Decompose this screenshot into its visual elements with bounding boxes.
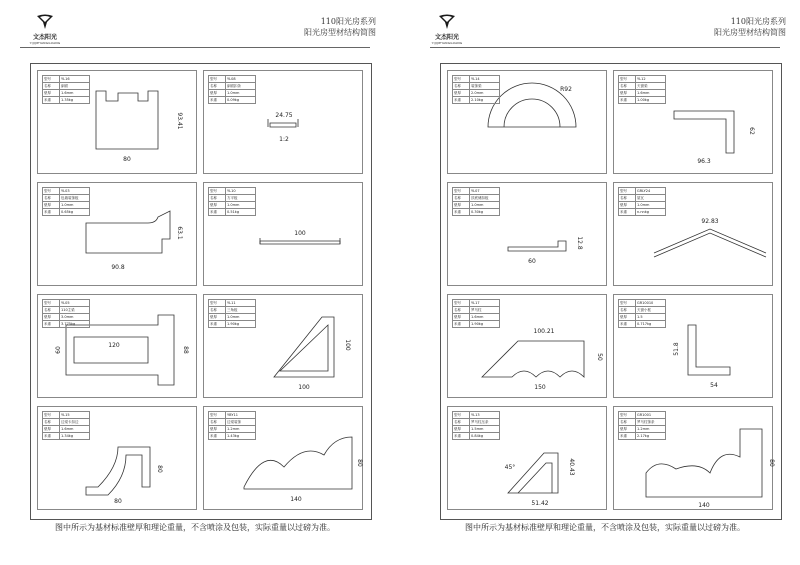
- spec-value: 1.90kg: [470, 321, 500, 328]
- spec-value: 0.30kg: [470, 209, 500, 216]
- spec-key: 名称: [43, 419, 60, 426]
- profile-outline: [504, 99, 560, 127]
- profile-outline: [270, 123, 296, 127]
- profile-outline: [688, 325, 730, 375]
- profile-frame: [30, 63, 372, 520]
- dimension-label: 96.3: [697, 158, 711, 165]
- spec-value: 方平板: [226, 195, 256, 202]
- spec-row: [209, 83, 256, 90]
- dimension-label: 80: [156, 465, 163, 473]
- spec-key: 型号: [43, 188, 60, 195]
- spec-value: YL03: [60, 188, 90, 195]
- spec-row: [619, 97, 666, 104]
- spec-row: [453, 412, 500, 419]
- spec-row: [209, 300, 256, 307]
- page-footer-note: 图中所示为基材标准壁厚和理论重量，不含喷涂及包装，实际重量以过磅为准。: [55, 523, 335, 532]
- spec-key: 型号: [619, 188, 636, 195]
- spec-value: YL12: [636, 76, 666, 83]
- spec-value: 1.5mm: [470, 426, 500, 433]
- profile-card: [203, 182, 363, 286]
- spec-row: [209, 412, 256, 419]
- dimension-label: 150: [534, 384, 546, 391]
- spec-value: 副面扣条: [226, 83, 256, 90]
- spec-table: [452, 187, 500, 216]
- spec-row: [209, 321, 256, 328]
- spec-row: [453, 426, 500, 433]
- spec-row: [43, 433, 90, 440]
- header-title: 阳光房型材结构简图: [304, 28, 376, 37]
- dimension-label: 51.42: [531, 500, 549, 507]
- spec-value: 2.0mm: [470, 90, 500, 97]
- spec-row: [619, 314, 666, 321]
- profile-outline: [508, 453, 558, 493]
- spec-key: 名称: [209, 83, 226, 90]
- spec-table: [618, 299, 666, 328]
- spec-value: 0.51kg: [226, 209, 256, 216]
- spec-row: [453, 76, 500, 83]
- spec-table: [452, 411, 500, 440]
- logo-sub-text: YIJIJIEYANGGUANG: [431, 41, 463, 45]
- dimension-label: 80: [114, 498, 122, 505]
- spec-row: [209, 202, 256, 209]
- profile-outline: [86, 211, 170, 253]
- spec-value: YL08: [226, 76, 256, 83]
- dimension-label: 40.43: [568, 458, 575, 476]
- spec-key: 型号: [209, 300, 226, 307]
- spec-key: 米重: [209, 321, 226, 328]
- spec-value: 2.17kg: [636, 433, 666, 440]
- spec-key: 型号: [619, 76, 636, 83]
- dimension-label: 63.1: [176, 226, 183, 240]
- spec-table: [452, 299, 500, 328]
- spec-value: 1.43kg: [226, 433, 256, 440]
- spec-value: YL14: [470, 76, 500, 83]
- spec-key: 壁厚: [453, 314, 470, 321]
- header-series: 110阳光房系列: [730, 17, 786, 26]
- spec-key: 型号: [453, 188, 470, 195]
- spec-value: 1.2mm: [226, 426, 256, 433]
- profile-outline: [518, 463, 552, 493]
- spec-key: 名称: [619, 307, 636, 314]
- page-header: [714, 16, 786, 38]
- spec-row: [209, 76, 256, 83]
- profile-card: [613, 182, 773, 286]
- spec-key: 型号: [43, 76, 60, 83]
- spec-value: 2.10kg: [470, 97, 500, 104]
- spec-row: [209, 97, 256, 104]
- profile-outline: [244, 437, 352, 489]
- spec-row: [43, 188, 90, 195]
- spec-key: 型号: [209, 412, 226, 419]
- profile-card: [447, 406, 607, 510]
- dimension-label: 100: [298, 384, 310, 391]
- spec-row: [209, 426, 256, 433]
- profile-card: [37, 406, 197, 510]
- spec-key: 米重: [619, 321, 636, 328]
- spec-value: 罗马柱: [470, 307, 500, 314]
- spec-row: [43, 97, 90, 104]
- logo-sub-text: YIJIJIEYANGGUANG: [29, 41, 61, 45]
- spec-row: [43, 202, 90, 209]
- spec-value: YL16: [60, 76, 90, 83]
- spec-value: 边梁卡扣边: [60, 419, 90, 426]
- profile-card: [37, 182, 197, 286]
- spec-row: [209, 314, 256, 321]
- spec-row: [43, 426, 90, 433]
- spec-row: [209, 419, 256, 426]
- spec-value: 3.775kg: [60, 321, 90, 328]
- dimension-label: 88: [182, 346, 189, 354]
- spec-key: 名称: [619, 83, 636, 90]
- spec-key: 米重: [209, 97, 226, 104]
- spec-key: 型号: [43, 300, 60, 307]
- dimension-label: 120: [108, 342, 120, 349]
- dimension-label: 1:2: [279, 136, 289, 143]
- spec-row: [209, 90, 256, 97]
- spec-key: 型号: [209, 76, 226, 83]
- spec-value: 装饰梁: [470, 83, 500, 90]
- spec-table: [618, 187, 666, 216]
- spec-table: [618, 411, 666, 440]
- spec-key: 型号: [209, 188, 226, 195]
- spec-row: [453, 209, 500, 216]
- spec-value: 1.0mm: [226, 202, 256, 209]
- spec-row: [619, 195, 666, 202]
- spec-row: [43, 76, 90, 83]
- dimension-label: R92: [560, 86, 572, 93]
- spec-table: [42, 187, 90, 216]
- profile-card: [447, 294, 607, 398]
- spec-value: GR1001: [636, 412, 666, 419]
- dimension-label: 100.21: [533, 328, 555, 335]
- spec-row: [619, 307, 666, 314]
- dimension-label: 92.83: [701, 218, 719, 225]
- profile-card: [203, 406, 363, 510]
- logo-mark-icon: [35, 14, 55, 30]
- spec-row: [453, 433, 500, 440]
- spec-key: 名称: [209, 419, 226, 426]
- spec-key: 壁厚: [453, 202, 470, 209]
- dimension-label: 50: [596, 353, 603, 361]
- profile-card: [37, 294, 197, 398]
- spec-value: YL11: [226, 300, 256, 307]
- spec-value: 天窗梁: [636, 83, 666, 90]
- spec-table: [208, 411, 256, 440]
- spec-value: GR10010: [636, 300, 666, 307]
- spec-value: 包墙装饰板: [60, 195, 90, 202]
- spec-key: 名称: [209, 307, 226, 314]
- spec-row: [619, 90, 666, 97]
- spec-key: 米重: [453, 433, 470, 440]
- spec-value: 1.5: [636, 314, 666, 321]
- logo-mark-icon: [437, 14, 457, 30]
- profile-card: [613, 294, 773, 398]
- spec-key: 米重: [209, 433, 226, 440]
- spec-row: [453, 419, 500, 426]
- profile-outline: [654, 233, 766, 257]
- spec-row: [453, 97, 500, 104]
- dimension-label: 80: [768, 459, 775, 467]
- spec-key: 型号: [453, 412, 470, 419]
- spec-key: 壁厚: [209, 90, 226, 97]
- left-page: [0, 0, 390, 565]
- spec-value: 1.34kg: [60, 433, 90, 440]
- spec-row: [43, 209, 90, 216]
- spec-row: [619, 300, 666, 307]
- spec-key: 名称: [453, 419, 470, 426]
- spec-value: YL07: [470, 188, 500, 195]
- spec-value: 1.6mm: [636, 90, 666, 97]
- spec-value: YL05: [60, 300, 90, 307]
- dimension-label: 140: [698, 502, 710, 509]
- spec-value: 0.84kg: [470, 433, 500, 440]
- spec-key: 米重: [453, 321, 470, 328]
- spec-value: 1.90kg: [226, 321, 256, 328]
- dimension-label: 54: [710, 382, 718, 389]
- spec-row: [43, 412, 90, 419]
- dimension-label: 51.8: [673, 342, 680, 356]
- spec-row: [43, 300, 90, 307]
- spec-value: 罗马柱压条: [470, 419, 500, 426]
- spec-key: 壁厚: [43, 314, 60, 321]
- spec-row: [619, 412, 666, 419]
- spec-row: [619, 433, 666, 440]
- spec-key: 型号: [453, 76, 470, 83]
- profile-card: [447, 182, 607, 286]
- spec-row: [43, 307, 90, 314]
- spec-key: 米重: [43, 97, 60, 104]
- spec-value: 罗马柱饰条: [636, 419, 666, 426]
- spec-value: YL13: [470, 412, 500, 419]
- spec-key: 名称: [43, 307, 60, 314]
- spec-row: [453, 188, 500, 195]
- spec-value: 1.0mm: [226, 90, 256, 97]
- dimension-label: 12.8: [576, 236, 583, 250]
- spec-table: [618, 75, 666, 104]
- spec-row: [209, 188, 256, 195]
- spec-row: [619, 202, 666, 209]
- profile-card: [37, 70, 197, 174]
- spec-row: [209, 307, 256, 314]
- spec-row: [453, 202, 500, 209]
- spec-key: 壁厚: [43, 90, 60, 97]
- spec-row: [453, 83, 500, 90]
- spec-row: [619, 76, 666, 83]
- spec-key: 米重: [619, 433, 636, 440]
- spec-row: [619, 188, 666, 195]
- spec-key: 米重: [209, 209, 226, 216]
- spec-value: 副面: [60, 83, 90, 90]
- dimension-label: 93.41: [176, 112, 183, 130]
- spec-value: 1.00kg: [636, 97, 666, 104]
- dimension-label: 90.8: [111, 264, 125, 271]
- spec-row: [619, 321, 666, 328]
- profile-outline: [86, 447, 150, 495]
- spec-row: [43, 83, 90, 90]
- spec-value: 1.2mm: [636, 426, 666, 433]
- spec-key: 型号: [453, 300, 470, 307]
- spec-key: 名称: [619, 195, 636, 202]
- spec-key: 壁厚: [209, 314, 226, 321]
- spec-key: 壁厚: [43, 202, 60, 209]
- spec-key: 米重: [619, 97, 636, 104]
- spec-table: [208, 75, 256, 104]
- spec-value: GRLY24: [636, 188, 666, 195]
- spec-value: 顶底储扣板: [470, 195, 500, 202]
- spec-table: [42, 299, 90, 328]
- dimension-label: 140: [290, 496, 302, 503]
- spec-row: [209, 209, 256, 216]
- profile-outline: [508, 241, 566, 251]
- spec-key: 名称: [209, 195, 226, 202]
- spec-row: [619, 426, 666, 433]
- spec-value: 屋瓦: [636, 195, 666, 202]
- logo-brand-text: 文杰阳光: [434, 34, 459, 41]
- spec-row: [453, 300, 500, 307]
- profile-card: [203, 70, 363, 174]
- profile-outline: [96, 91, 158, 149]
- dimension-label: 62: [748, 127, 755, 135]
- spec-value: YL15: [60, 412, 90, 419]
- spec-value: YBY11: [226, 412, 256, 419]
- spec-key: 米重: [619, 209, 636, 216]
- spec-key: 壁厚: [453, 90, 470, 97]
- dimension-label: 100: [344, 339, 351, 351]
- spec-key: 壁厚: [619, 426, 636, 433]
- header-rule: [20, 47, 370, 48]
- header-rule: [430, 47, 780, 48]
- profile-outline: [674, 111, 734, 153]
- page-footer-note: 图中所示为基材标准壁厚和理论重量，不含喷涂及包装，实际重量以过磅为准。: [465, 523, 745, 532]
- spec-key: 名称: [43, 195, 60, 202]
- spec-table: [208, 299, 256, 328]
- spec-key: 壁厚: [453, 426, 470, 433]
- spec-key: 名称: [453, 83, 470, 90]
- spec-value: 0.09kg: [226, 97, 256, 104]
- spec-row: [453, 90, 500, 97]
- spec-row: [209, 195, 256, 202]
- spec-key: 名称: [43, 83, 60, 90]
- spec-key: 米重: [43, 209, 60, 216]
- profile-outline: [74, 337, 148, 363]
- dimension-label: 80: [356, 459, 363, 467]
- spec-value: 1.0mm: [226, 314, 256, 321]
- spec-value: 1.6mm: [470, 314, 500, 321]
- spec-value: n.nnkg: [636, 209, 666, 216]
- dimension-label: 24.75: [275, 112, 293, 119]
- spec-value: YL10: [226, 188, 256, 195]
- header-series: 110阳光房系列: [320, 17, 376, 26]
- profile-outline: [260, 241, 340, 244]
- spec-row: [209, 433, 256, 440]
- profile-outline: [482, 341, 584, 377]
- spec-key: 米重: [453, 209, 470, 216]
- spec-value: 天窗小框: [636, 307, 666, 314]
- spec-value: 1.0mm: [636, 202, 666, 209]
- logo-brand-text: 文杰阳光: [32, 34, 57, 41]
- spec-table: [452, 75, 500, 104]
- spec-key: 壁厚: [619, 202, 636, 209]
- spec-key: 壁厚: [619, 314, 636, 321]
- spec-key: 米重: [453, 97, 470, 104]
- spec-row: [43, 419, 90, 426]
- spec-row: [43, 195, 90, 202]
- spec-value: 0.65kg: [60, 209, 90, 216]
- spec-key: 米重: [43, 321, 60, 328]
- brand-logo: [430, 14, 464, 44]
- page-header: [304, 16, 376, 38]
- spec-value: 三角板: [226, 307, 256, 314]
- spec-row: [453, 195, 500, 202]
- spec-row: [619, 419, 666, 426]
- header-title: 阳光房型材结构简图: [714, 28, 786, 37]
- spec-value: YL17: [470, 300, 500, 307]
- spec-row: [43, 90, 90, 97]
- spec-value: 1.6mm: [60, 426, 90, 433]
- dimension-label: 100: [294, 230, 306, 237]
- spec-key: 名称: [619, 419, 636, 426]
- spec-key: 壁厚: [43, 426, 60, 433]
- spec-value: 1.35kg: [60, 97, 90, 104]
- spec-table: [42, 75, 90, 104]
- spec-value: 110主梁: [60, 307, 90, 314]
- spec-key: 型号: [619, 300, 636, 307]
- spec-key: 名称: [453, 195, 470, 202]
- profile-card: [203, 294, 363, 398]
- profile-card: [613, 70, 773, 174]
- spec-key: 型号: [43, 412, 60, 419]
- right-page: [410, 0, 800, 565]
- dimension-label: 45°: [504, 464, 516, 471]
- spec-value: 边梁装饰: [226, 419, 256, 426]
- spec-table: [208, 187, 256, 216]
- spec-key: 壁厚: [619, 90, 636, 97]
- spec-row: [619, 83, 666, 90]
- spec-value: 3.0mm: [60, 314, 90, 321]
- spec-row: [453, 321, 500, 328]
- profile-outline: [280, 325, 328, 371]
- spec-value: 1.0mm: [60, 202, 90, 209]
- spec-value: 1.6mm: [60, 90, 90, 97]
- spec-key: 名称: [453, 307, 470, 314]
- spec-key: 型号: [619, 412, 636, 419]
- spec-row: [619, 209, 666, 216]
- spec-value: 0.717kg: [636, 321, 666, 328]
- spec-key: 米重: [43, 433, 60, 440]
- profile-frame: [440, 63, 782, 520]
- spec-value: 1.0mm: [470, 202, 500, 209]
- profile-card: [613, 406, 773, 510]
- dimension-label: 60: [528, 258, 536, 265]
- dimension-label: 80: [123, 156, 131, 163]
- spec-row: [453, 307, 500, 314]
- spec-row: [43, 321, 90, 328]
- dimension-label: 60: [55, 346, 62, 354]
- spec-key: 壁厚: [209, 426, 226, 433]
- brand-logo: [28, 14, 62, 44]
- spec-row: [453, 314, 500, 321]
- spec-table: [42, 411, 90, 440]
- spec-key: 壁厚: [209, 202, 226, 209]
- spec-row: [43, 314, 90, 321]
- profile-card: [447, 70, 607, 174]
